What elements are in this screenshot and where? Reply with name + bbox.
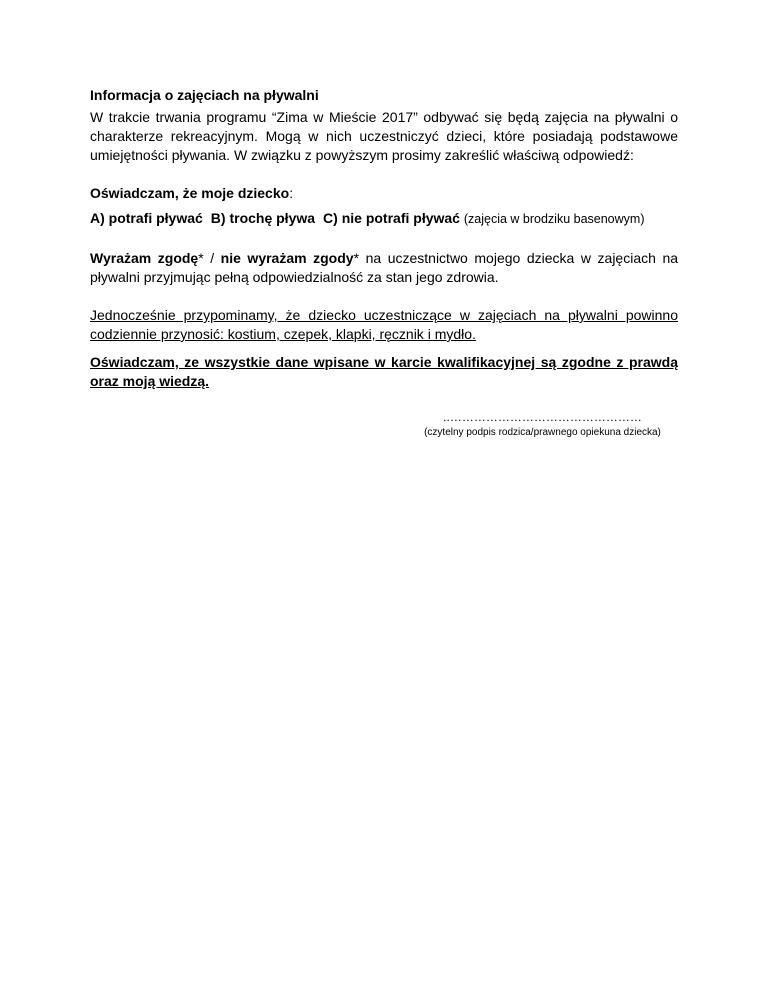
signature-line[interactable]: ..…………………………………………: [443, 410, 642, 424]
consent-paragraph: [90, 249, 678, 287]
option-c-note: (zajęcia w brodziku basenowym): [463, 212, 645, 226]
consent-rest: * na uczestnictwo mojego dziecka w zajęciach na pływalni przyjmując pełną odpowiedzialność za stan jego zdrowia.: [90, 250, 679, 285]
reminder-paragraph: Jednocześnie przypominamy, że dziecko uczestniczące w zajęciach na pływalni powinno codziennie przynosić: kostium, czepek, klapki, ręcznik i mydło.: [90, 307, 678, 342]
signature-block: [410, 410, 675, 439]
intro-paragraph: W trakcie trwania programu “Zima w Mieście 2017” odbywać się będą zajęcia na pływalni o charakterze rekreacyjnym. Mogą w nich uczestniczyć dzieci, które posiadają podstawowe umiejętności pływania. W związku z powyższym prosimy zakreślić właściwą odpowiedź:: [90, 109, 678, 163]
option-b[interactable]: B) trochę pływa: [210, 210, 316, 226]
declaration-line: [90, 184, 678, 203]
option-a[interactable]: A) potrafi pływać: [90, 210, 203, 226]
final-statement: Oświadczam, ze wszystkie dane wpisane w karcie kwalifikacyjnej są zgodne z prawdą oraz moją wiedzą.: [90, 354, 678, 389]
document-body: [90, 86, 678, 391]
consent-separator: * /: [198, 250, 221, 266]
declaration-label: Oświadczam, że moje dziecko: [90, 185, 290, 201]
document-heading: Informacja o zajęciach na pływalni: [90, 87, 319, 103]
consent-yes[interactable]: Wyrażam zgodę: [90, 250, 199, 266]
consent-no[interactable]: nie wyrażam zgody: [220, 250, 354, 266]
signature-caption: (czytelny podpis rodzica/prawnego opiekuna dziecka): [424, 427, 661, 438]
answer-options: [90, 209, 678, 229]
option-c[interactable]: C) nie potrafi pływać: [323, 210, 460, 226]
declaration-colon: :: [289, 185, 294, 201]
